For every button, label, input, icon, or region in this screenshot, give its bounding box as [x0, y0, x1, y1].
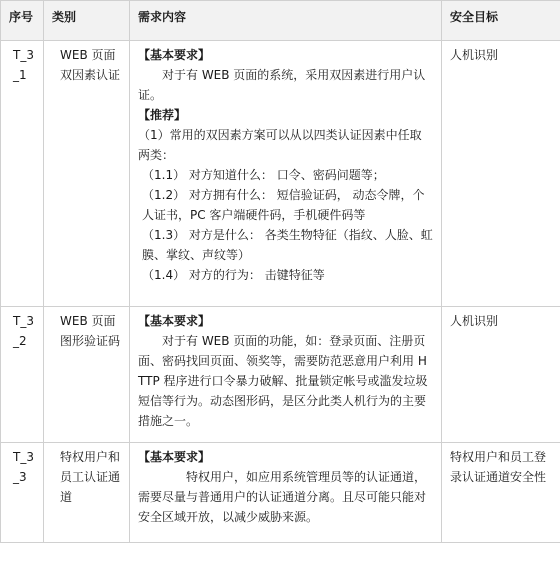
- row-no: T_3_3: [1, 443, 44, 543]
- section-heading: 【基本要求】: [138, 48, 211, 62]
- table-row: [1, 307, 560, 443]
- content-line: 特权用户，如应用系统管理员等的认证通道，需要尽量与普通用户的认证通道分离。且尽可能只能对安全区域开放，以减少威胁来源。: [138, 470, 427, 524]
- row-no: T_3_1: [1, 41, 44, 307]
- content-line: 对于有 WEB 页面的功能，如：登录页面、注册页面、密码找回页面、领奖等，需要防范恶意用户利用 HTTP 程序进行口令暴力破解、批量锁定帐号或滥发垃圾短信等行为。动态图形码，是区分此类人机行为的主要措施之一。: [138, 334, 428, 428]
- header-content: 需求内容: [130, 1, 442, 41]
- table-row: [1, 41, 560, 307]
- content-line: （1.2） 对方拥有什么： 短信验证码， 动态令牌，个人证书，PC 客户端硬件码，手机硬件码等: [142, 188, 425, 222]
- header-goal: 安全目标: [442, 1, 560, 41]
- row-category: 特权用户和员工认证通道: [44, 443, 130, 543]
- row-goal: 人机识别: [442, 41, 560, 307]
- content-line: （1.3） 对方是什么： 各类生物特征（指纹、人脸、虹膜、掌纹、声纹等）: [142, 228, 433, 262]
- row-category: WEB 页面双因素认证: [44, 41, 130, 307]
- header-category: 类别: [44, 1, 130, 41]
- table-row: [1, 443, 560, 543]
- row-category: WEB 页面图形验证码: [44, 307, 130, 443]
- content-line: 对于有 WEB 页面的系统，采用双因素进行用户认证。: [138, 68, 426, 102]
- content-line: （1.1） 对方知道什么： 口令、密码问题等；: [142, 168, 385, 182]
- section-heading: 【推荐】: [138, 108, 187, 122]
- row-content: [130, 443, 442, 543]
- row-content: [130, 41, 442, 307]
- section-heading: 【基本要求】: [138, 314, 211, 328]
- section-heading: 【基本要求】: [138, 450, 211, 464]
- row-no: T_3_2: [1, 307, 44, 443]
- content-line: （1）常用的双因素方案可以从以四类认证因素中任取两类：: [138, 128, 422, 162]
- row-goal: 人机识别: [442, 307, 560, 443]
- row-content: [130, 307, 442, 443]
- content-line: （1.4） 对方的行为： 击键特征等: [142, 268, 325, 282]
- table-header-row: [1, 1, 560, 41]
- row-goal: 特权用户和员工登录认证通道安全性: [442, 443, 560, 543]
- header-no: 序号: [1, 1, 44, 41]
